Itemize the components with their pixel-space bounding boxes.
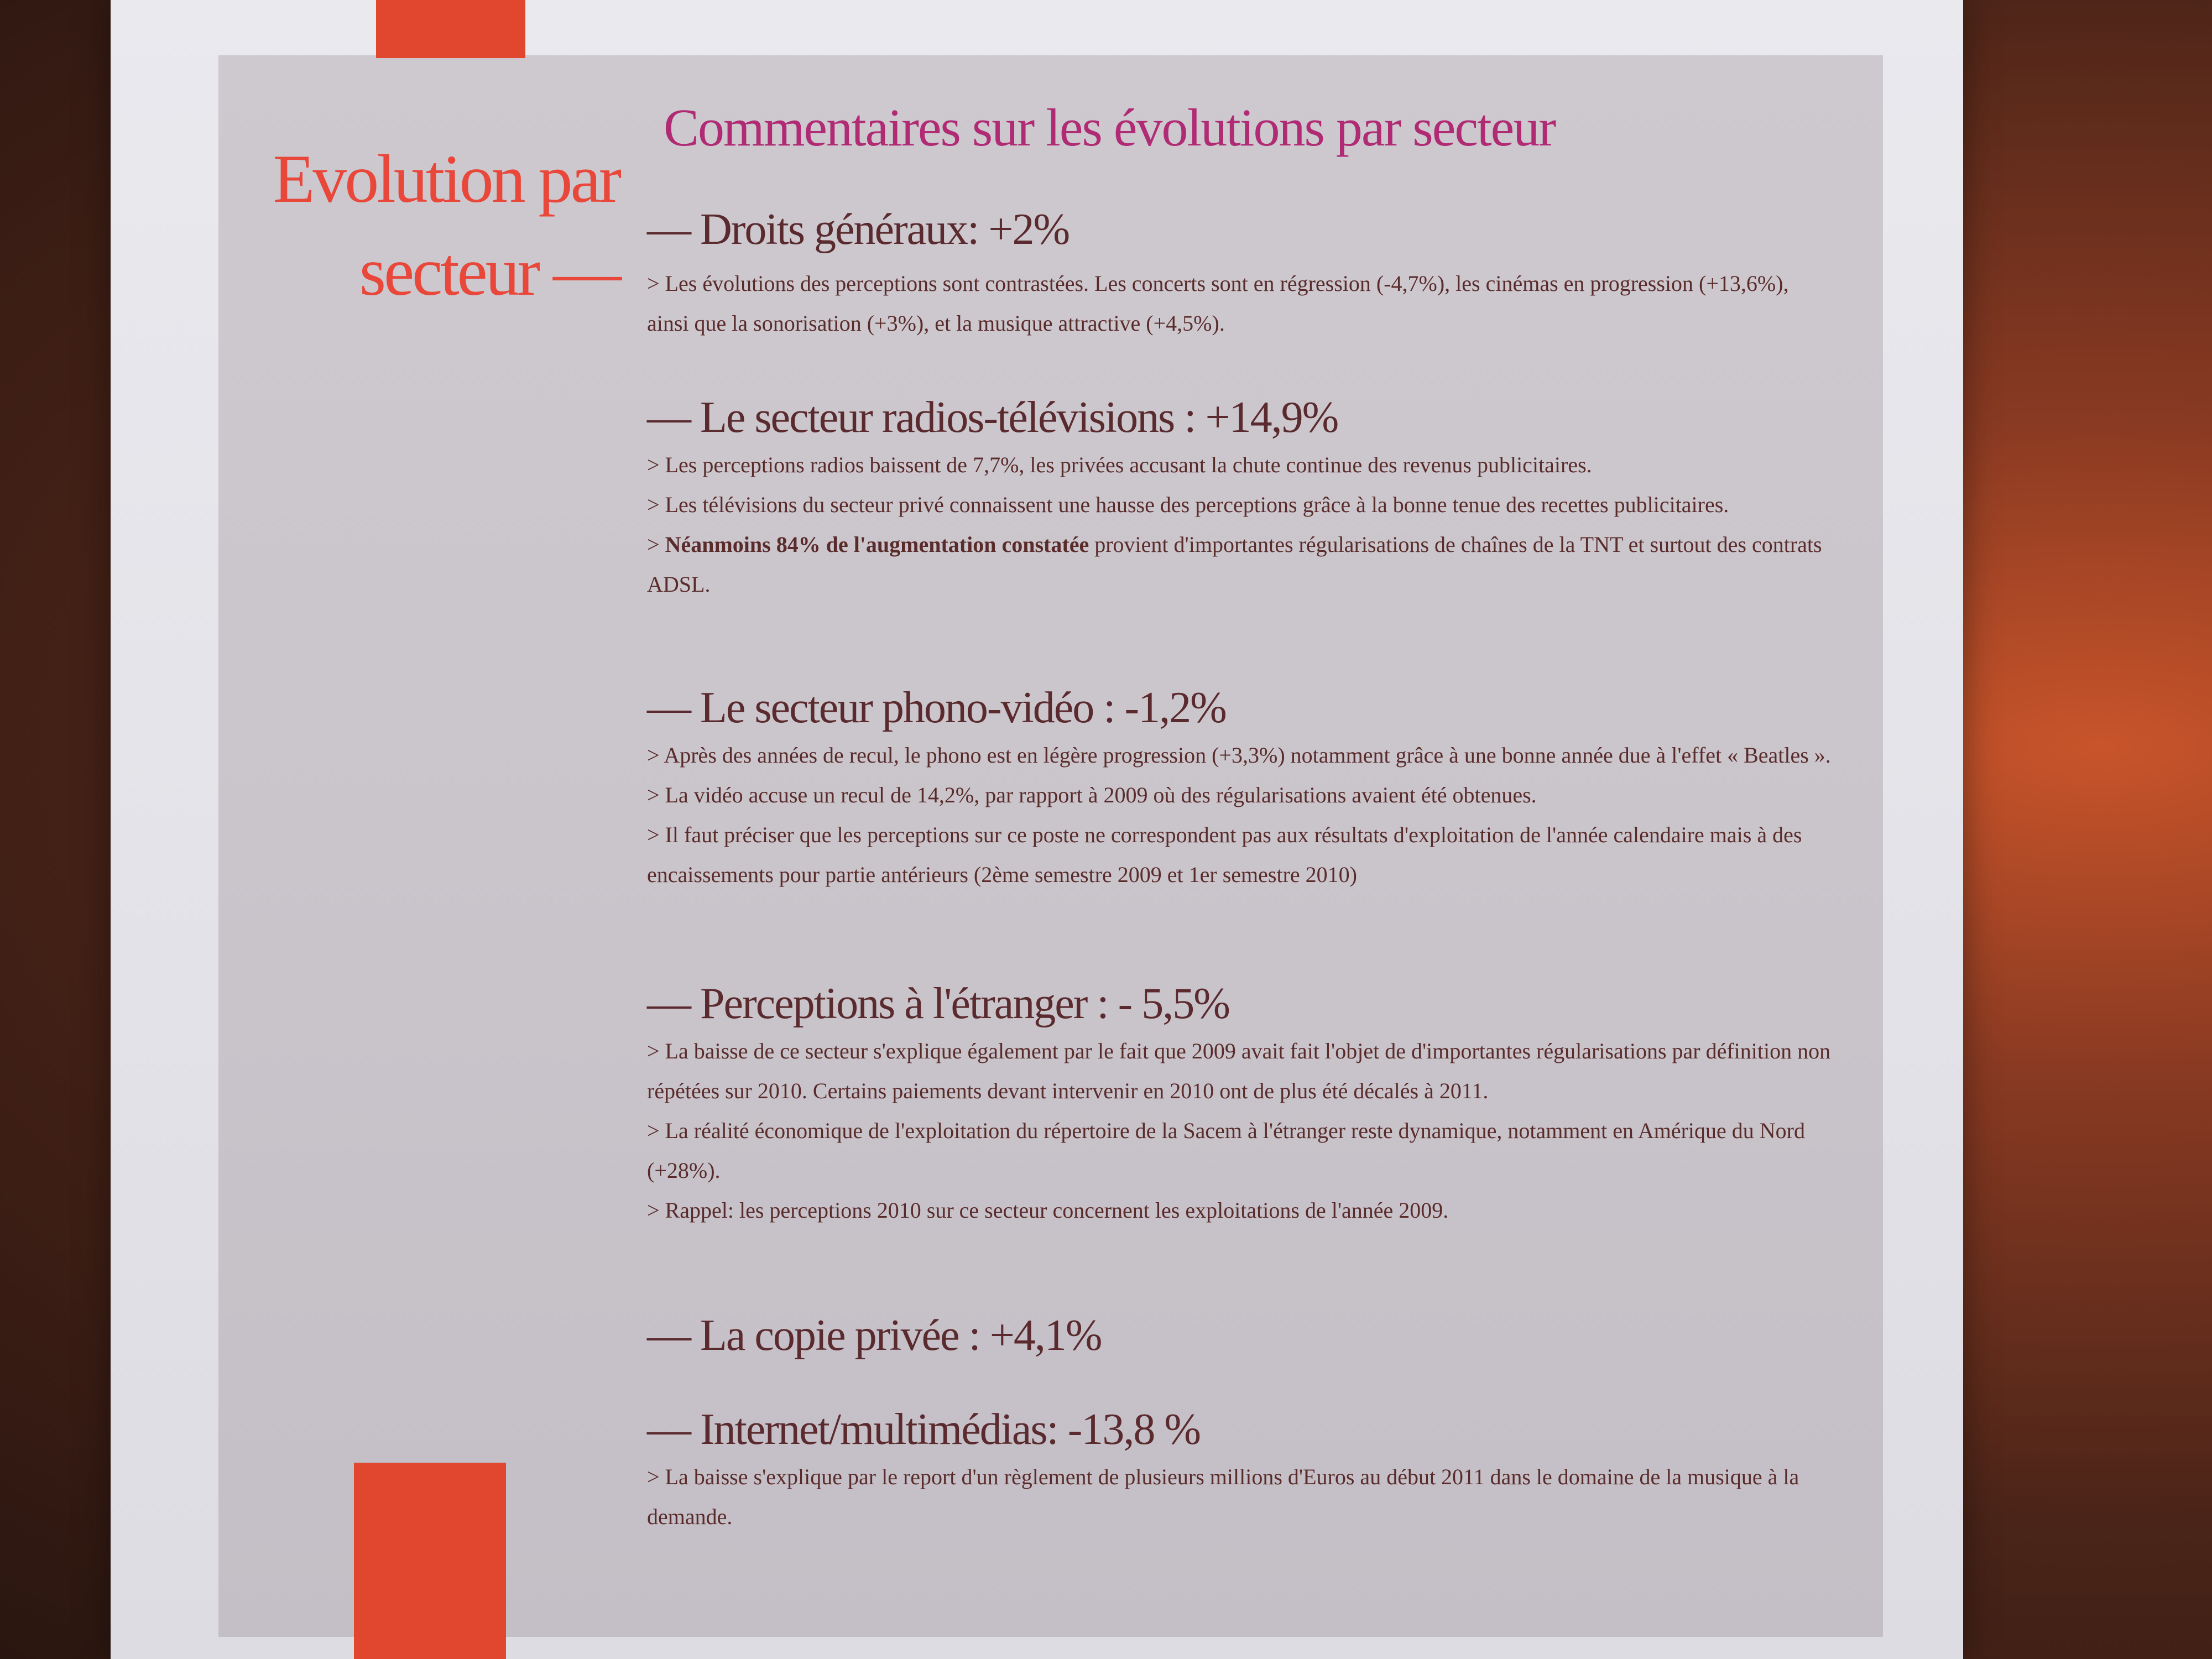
section-bullet: > Les perceptions radios baissent de 7,7%, les privées accusant la chute continue des revenus publicitaires. — [647, 452, 1592, 477]
section-bullet: > Les télévisions du secteur privé connaissent une hausse des perceptions grâce à la bonne tenue des recettes publicitaires. — [647, 492, 1729, 517]
section-copie-privee — [647, 1308, 1836, 1363]
section-bullet: > La vidéo accuse un recul de 14,2%, par rapport à 2009 où des régularisations avaient été obtenues. — [647, 782, 1537, 807]
accent-bar-bottom — [354, 1463, 506, 1659]
section-heading: — Droits généraux: +2% — [647, 205, 1070, 254]
section-bullet: > La baisse s'explique par le report d'un règlement de plusieurs millions d'Euros au début 2011 dans le domaine de la musique à la demande. — [647, 1464, 1799, 1529]
accent-bar-top — [376, 0, 525, 58]
bullet-prefix: > — [647, 532, 665, 557]
side-title-line1: Evolution par — [273, 141, 619, 217]
section-bullet: > La réalité économique de l'exploitation du répertoire de la Sacem à l'étranger reste dynamique, notamment en Amérique du Nord (+28%). — [647, 1118, 1805, 1183]
section-bullet: > Il faut préciser que les perceptions sur ce poste ne correspondent pas aux résultats d'exploitation de l'année calendaire mais à des encaissements pour partie antérieurs (2ème semestre 2009 et 1er semestre 2010) — [647, 822, 1802, 887]
section-bullet: > Les évolutions des perceptions sont contrastées. Les concerts sont en régression (-4,7%), les cinémas en progression (+13,6%), ainsi que la sonorisation (+3%), et la musique attractive (+4,5%). — [647, 271, 1789, 336]
section-bullet: > Rappel: les perceptions 2010 sur ce secteur concernent les exploitations de l'année 2009. — [647, 1198, 1449, 1223]
slide-title: Commentaires sur les évolutions par secteur — [664, 98, 1556, 157]
section-heading: — Perceptions à l'étranger : - 5,5% — [647, 979, 1229, 1028]
side-title-line2: secteur — — [359, 234, 619, 310]
section-phono-video — [647, 680, 1836, 895]
section-bullet-emphasis — [647, 525, 1836, 604]
section-bullet: > Après des années de recul, le phono est en légère progression (+3,3%) notamment grâce à une bonne année due à l'effet « Beatles ». — [647, 743, 1831, 768]
section-perceptions-etranger — [647, 976, 1836, 1230]
bullet-rest: provient d'importantes régularisations de chaînes de la TNT et surtout des contrats ADSL. — [647, 532, 1822, 597]
section-radios-televisions — [647, 390, 1836, 604]
section-heading: — Internet/multimédias: -13,8 % — [647, 1405, 1200, 1454]
section-bullet: > La baisse de ce secteur s'explique également par le fait que 2009 avait fait l'objet de d'importantes régularisations par définition non répétées sur 2010. Certains paiements devant intervenir en 2010 ont de plus été décalés à 2011. — [647, 1039, 1831, 1103]
section-internet-multimedias — [647, 1402, 1836, 1537]
bold-text: Néanmoins 84% de l'augmentation constatée — [665, 532, 1089, 557]
section-heading: — Le secteur radios-télévisions : +14,9% — [647, 393, 1338, 442]
section-droits-generaux — [647, 202, 1836, 343]
side-title — [127, 133, 619, 319]
section-heading: — La copie privée : +4,1% — [647, 1311, 1102, 1360]
section-heading: — Le secteur phono-vidéo : -1,2% — [647, 684, 1226, 732]
